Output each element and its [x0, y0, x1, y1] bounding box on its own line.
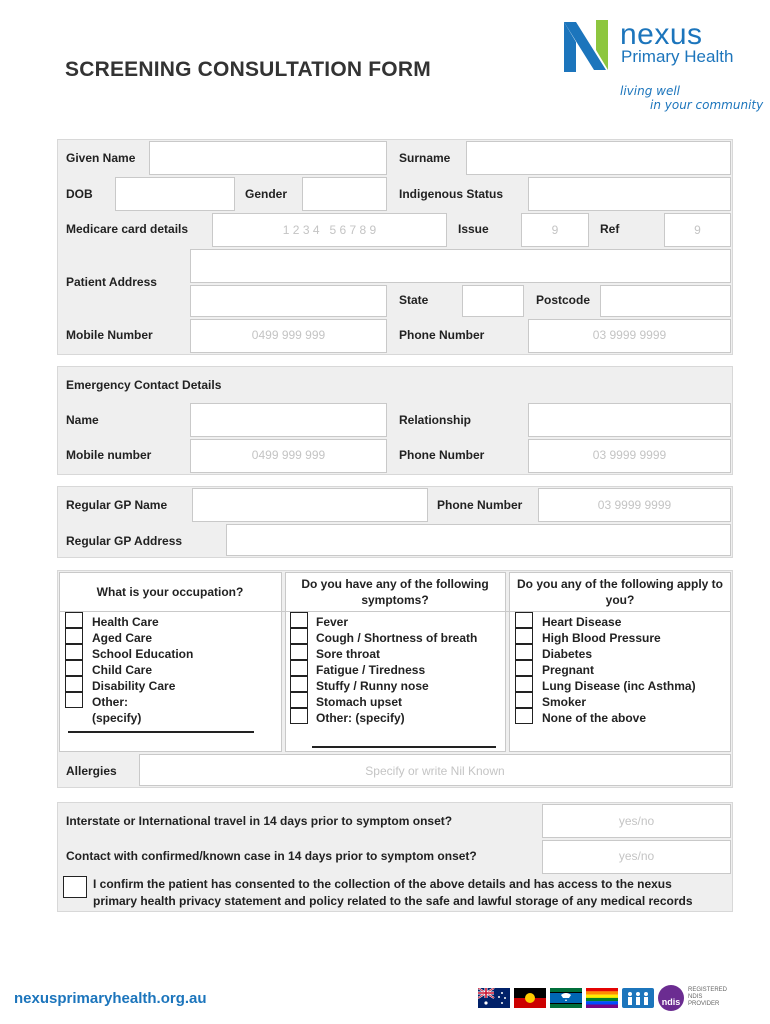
ref-placeholder: 9	[694, 223, 701, 237]
occupation-specify-line[interactable]	[68, 731, 254, 733]
occupation-option: School Education	[92, 647, 194, 661]
condition-checkbox[interactable]	[515, 708, 533, 724]
symptom-option: Cough / Shortness of breath	[316, 631, 478, 645]
torres-strait-flag-icon	[550, 988, 582, 1008]
symptoms-heading: Do you have any of the following symptoms?	[301, 577, 489, 607]
symptom-option: Other: (specify)	[316, 711, 405, 725]
mobile-number-label: Mobile Number	[66, 328, 153, 342]
ndis-line1: REGISTERED	[688, 987, 728, 993]
symptom-option: Fever	[316, 615, 349, 629]
occupation-checkbox[interactable]	[65, 644, 83, 660]
symptom-checkbox[interactable]	[290, 660, 308, 676]
condition-checkbox[interactable]	[515, 692, 533, 708]
phone-number-label: Phone Number	[399, 328, 485, 342]
gp-phone-placeholder: 03 9999 9999	[597, 498, 672, 512]
emergency-mobile-label: Mobile number	[66, 448, 152, 462]
issue-placeholder: 9	[551, 223, 559, 237]
consent-line2: primary health privacy statement and policy related to the safe and lawful storage of any medical records	[93, 894, 693, 908]
aboriginal-flag-icon	[514, 988, 546, 1008]
emergency-phone-label: Phone Number	[399, 448, 485, 462]
symptom-option: Fatigue / Tiredness	[316, 663, 426, 677]
dob-label: DOB	[66, 187, 93, 201]
gp-address-label: Regular GP Address	[66, 534, 183, 548]
symptom-checkbox[interactable]	[290, 708, 308, 724]
patient-address-label: Patient Address	[66, 275, 157, 289]
allergies-placeholder: Specify or write Nil Known	[365, 764, 505, 778]
occupation-checkbox[interactable]	[65, 692, 83, 708]
surname-field[interactable]	[466, 141, 731, 175]
rainbow-flag-icon	[586, 988, 618, 1008]
condition-checkbox[interactable]	[515, 676, 533, 692]
condition-option: Smoker	[542, 695, 587, 709]
condition-checkbox[interactable]	[515, 628, 533, 644]
gender-field[interactable]	[302, 177, 387, 211]
symptom-checkbox[interactable]	[290, 644, 308, 660]
brand-name: nexus	[620, 18, 703, 51]
medicare-label: Medicare card details	[66, 222, 189, 236]
state-label: State	[399, 293, 429, 307]
ndis-registered-text	[688, 987, 727, 1008]
condition-option: High Blood Pressure	[542, 631, 661, 645]
condition-checkbox[interactable]	[515, 660, 533, 676]
symptom-option: Stuffy / Runny nose	[316, 679, 429, 693]
occupation-checkbox[interactable]	[65, 612, 83, 628]
medicare-placeholder: 1 2 3 4 5 6 7 8 9	[282, 223, 377, 237]
symptom-checkbox[interactable]	[290, 612, 308, 628]
address-line1-field[interactable]	[190, 249, 731, 283]
occupation-specify-label: (specify)	[92, 711, 142, 725]
tagline-line2: in your community	[650, 98, 764, 112]
given-name-label: Given Name	[66, 151, 136, 165]
condition-option: Pregnant	[542, 663, 595, 677]
ndis-line2: NDIS	[688, 994, 703, 1000]
occupation-checkbox[interactable]	[65, 628, 83, 644]
condition-checkbox[interactable]	[515, 612, 533, 628]
consent-checkbox[interactable]	[63, 876, 87, 898]
gender-label: Gender	[245, 187, 288, 201]
travel-answer-placeholder: yes/no	[618, 814, 655, 828]
relationship-field[interactable]	[528, 403, 731, 437]
tagline-line1: living well	[620, 84, 681, 98]
symptom-option: Sore throat	[316, 647, 381, 661]
mobile-number-placeholder: 0499 999 999	[251, 328, 326, 342]
dob-field[interactable]	[115, 177, 235, 211]
relationship-label: Relationship	[399, 413, 472, 427]
questionnaire-header-divider	[59, 611, 731, 612]
occupation-option: Child Care	[92, 663, 153, 677]
condition-option: Lung Disease (inc Asthma)	[542, 679, 696, 693]
occupation-heading: What is your occupation?	[96, 585, 244, 599]
occupation-option: Disability Care	[92, 679, 176, 693]
emergency-phone-placeholder: 03 9999 9999	[592, 448, 667, 462]
ref-label: Ref	[600, 222, 620, 236]
condition-option: Heart Disease	[542, 615, 622, 629]
symptom-checkbox[interactable]	[290, 676, 308, 692]
occupation-checkbox[interactable]	[65, 676, 83, 692]
contact-question: Contact with confirmed/known case in 14 days prior to symptom onset?	[66, 849, 477, 863]
ndis-badge-text: ndis	[661, 997, 681, 1007]
symptom-checkbox[interactable]	[290, 692, 308, 708]
conditions-heading: Do you any of the following apply to you?	[517, 577, 723, 607]
occupation-option: Aged Care	[92, 631, 153, 645]
footer-website-link[interactable]: nexusprimaryhealth.org.au	[14, 990, 207, 1007]
symptom-checkbox[interactable]	[290, 628, 308, 644]
given-name-field[interactable]	[149, 141, 387, 175]
indigenous-status-field[interactable]	[528, 177, 731, 211]
australian-flag-icon	[478, 988, 510, 1008]
surname-label: Surname	[399, 151, 451, 165]
page-title: SCREENING CONSULTATION FORM	[65, 58, 431, 81]
postcode-label: Postcode	[536, 293, 591, 307]
address-line2-field[interactable]	[190, 285, 387, 317]
contact-answer-placeholder: yes/no	[618, 849, 655, 863]
emergency-mobile-placeholder: 0499 999 999	[251, 448, 326, 462]
ndis-badge	[658, 985, 684, 1011]
postcode-field[interactable]	[600, 285, 731, 317]
emergency-heading: Emergency Contact Details	[66, 378, 222, 392]
allergies-label: Allergies	[66, 764, 117, 778]
brand-subtitle: Primary Health	[621, 47, 734, 66]
emergency-name-field[interactable]	[190, 403, 387, 437]
condition-option: None of the above	[542, 711, 647, 725]
phone-number-placeholder: 03 9999 9999	[592, 328, 667, 342]
travel-question: Interstate or International travel in 14 days prior to symptom onset?	[66, 814, 453, 828]
symptom-option: Stomach upset	[316, 695, 403, 709]
condition-option: Diabetes	[542, 647, 593, 661]
issue-label: Issue	[458, 222, 489, 236]
symptom-specify-line[interactable]	[312, 746, 496, 748]
emergency-name-label: Name	[66, 413, 99, 427]
gp-name-label: Regular GP Name	[66, 498, 168, 512]
accessibility-people-icon	[622, 988, 654, 1008]
occupation-option: Other:	[92, 695, 128, 709]
indigenous-status-label: Indigenous Status	[399, 187, 504, 201]
gp-phone-label: Phone Number	[437, 498, 523, 512]
nexus-logo-icon	[560, 16, 612, 76]
state-field[interactable]	[462, 285, 524, 317]
ndis-line3: PROVIDER	[688, 1001, 720, 1007]
gp-name-field[interactable]	[192, 488, 428, 522]
consent-line1: I confirm the patient has consented to the collection of the above details and has access to the nexus	[93, 877, 672, 891]
occupation-checkbox[interactable]	[65, 660, 83, 676]
condition-checkbox[interactable]	[515, 644, 533, 660]
gp-address-field[interactable]	[226, 524, 731, 556]
occupation-option: Health Care	[92, 615, 159, 629]
